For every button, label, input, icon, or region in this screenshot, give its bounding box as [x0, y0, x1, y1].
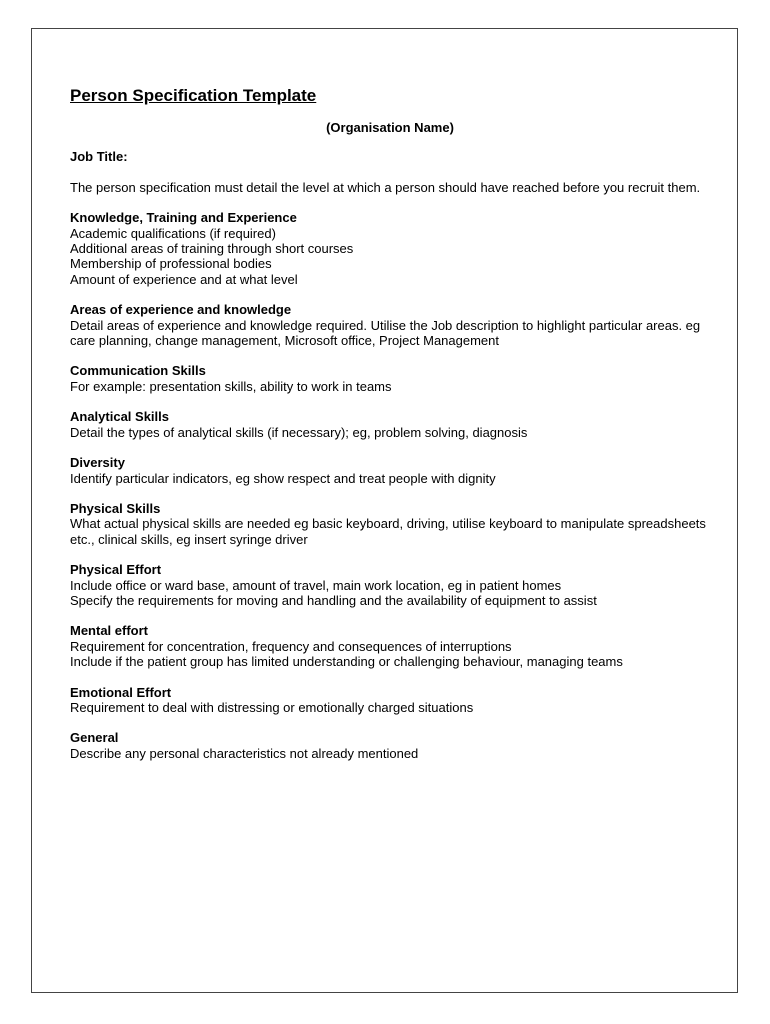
section-heading: General [70, 730, 119, 746]
section-heading: Physical Effort [70, 562, 162, 578]
section-heading: Areas of experience and knowledge [70, 302, 292, 318]
section-heading: Physical Skills [70, 500, 161, 516]
section-heading: Analytical Skills [70, 409, 169, 425]
section-heading: Knowledge, Training and Experience [70, 210, 297, 226]
section-line: Amount of experience and at what level [70, 271, 298, 287]
section-physical-effort [70, 562, 710, 608]
section-line: Detail the types of analytical skills (if necessary); eg, problem solving, diagnosis [70, 424, 528, 440]
section-line: For example: presentation skills, ability to work in teams [70, 378, 392, 394]
section-heading: Communication Skills [70, 363, 206, 379]
section-line: Additional areas of training through short courses [70, 241, 354, 257]
section-communication-skills [70, 363, 710, 394]
organisation-name: (Organisation Name) [326, 120, 454, 135]
section-line: Requirement to deal with distressing or emotionally charged situations [70, 699, 474, 715]
section-physical-skills [70, 501, 710, 547]
section-emotional-effort [70, 685, 710, 716]
section-heading: Emotional Effort [70, 684, 172, 700]
document-page [31, 28, 738, 993]
section-analytical-skills [70, 409, 710, 440]
section-line: Academic qualifications (if required) [70, 225, 276, 241]
job-title-label: Job Title: [70, 149, 128, 165]
section-general [70, 730, 710, 761]
intro-paragraph: The person specification must detail the level at which a person should have reached before you recruit them. [70, 179, 701, 195]
section-areas-of-experience [70, 302, 710, 348]
section-line: Include office or ward base, amount of travel, main work location, eg in patient homes [70, 577, 562, 593]
section-line: What actual physical skills are needed eg basic keyboard, driving, utilise keyboard to manipulate spreadsheets etc., clinical skills, eg insert syringe driver [70, 516, 706, 547]
section-line: Describe any personal characteristics not already mentioned [70, 745, 419, 761]
section-line: Requirement for concentration, frequency and consequences of interruptions [70, 638, 512, 654]
section-line: Specify the requirements for moving and handling and the availability of equipment to assist [70, 592, 597, 608]
section-diversity [70, 455, 710, 486]
section-line: Include if the patient group has limited understanding or challenging behaviour, managing teams [70, 654, 623, 670]
section-line: Membership of professional bodies [70, 256, 272, 272]
section-heading: Mental effort [70, 623, 148, 639]
section-heading: Diversity [70, 455, 125, 471]
section-mental-effort [70, 623, 710, 669]
document-title: Person Specification Template [70, 86, 317, 105]
section-knowledge-training-experience [70, 210, 710, 287]
section-line: Identify particular indicators, eg show respect and treat people with dignity [70, 470, 496, 486]
section-line: Detail areas of experience and knowledge required. Utilise the Job description to highlight particular areas. eg care planning, change management, Microsoft office, Project Management [70, 317, 701, 349]
document-content [70, 86, 710, 761]
